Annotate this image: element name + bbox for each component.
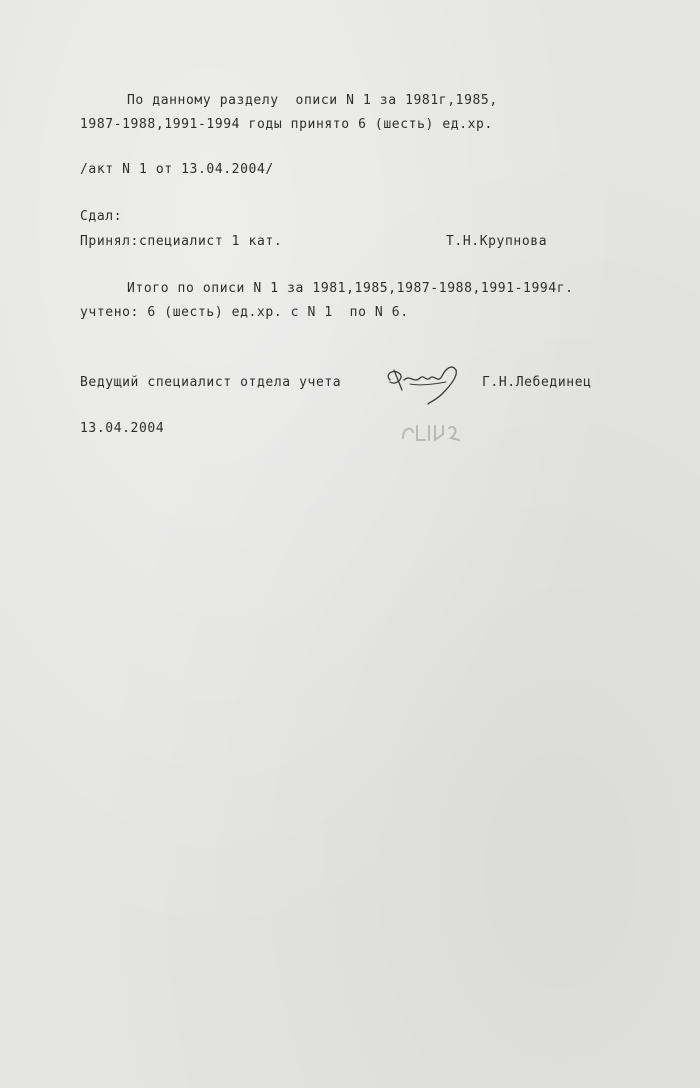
received-name: Т.Н.Крупнова	[446, 234, 548, 249]
received-label: Принял:специалист 1 кат.	[80, 234, 283, 249]
summary-line-1: Итого по описи N 1 за 1981,1985,1987-1988,1991-1994г.	[127, 281, 574, 296]
paragraph-1-line-1: По данному разделу описи N 1 за 1981г,1985,	[127, 93, 498, 108]
summary-line-2: учтено: 6 (шесть) ед.хр. с N 1 по N 6.	[80, 305, 409, 320]
document-date: 13.04.2004	[80, 421, 165, 436]
faint-stamp-mark	[395, 418, 465, 446]
act-reference: /акт N 1 от 13.04.2004/	[80, 162, 274, 177]
handed-over-label: Сдал:	[80, 209, 123, 224]
lead-specialist-title: Ведущий специалист отдела учета	[80, 375, 342, 390]
paragraph-1-line-2: 1987-1988,1991-1994 годы принято 6 (шесть) ед.хр.	[80, 117, 493, 132]
handwritten-signature	[380, 360, 470, 406]
lead-specialist-name: Г.Н.Лебединец	[482, 375, 592, 390]
